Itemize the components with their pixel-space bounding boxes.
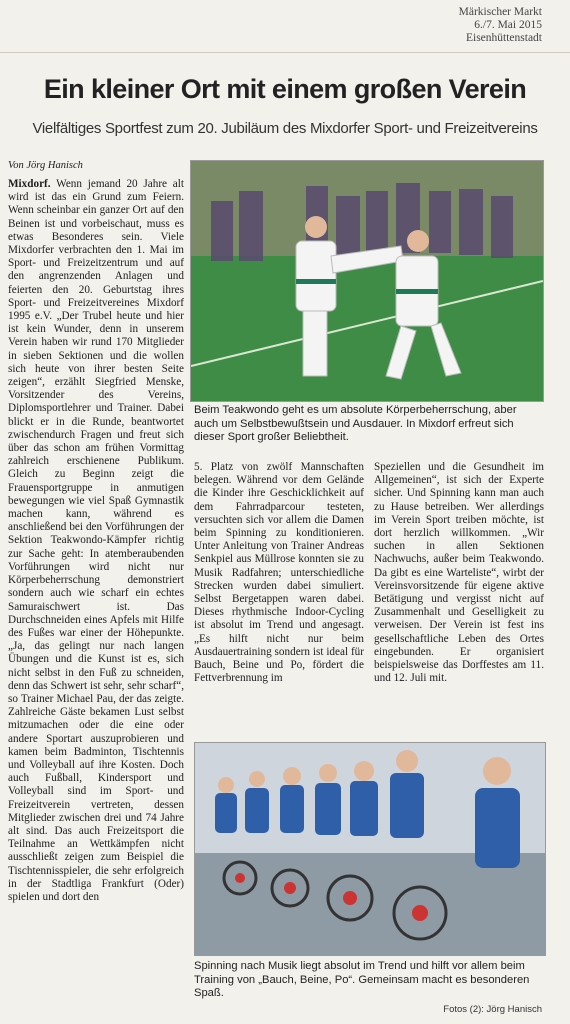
photo-credit: Fotos (2): Jörg Hanisch — [443, 1004, 542, 1015]
byline: Von Jörg Hanisch — [8, 160, 83, 171]
column-1-text: Wenn jemand 20 Jahre alt wird ist das ein Grund zum Feiern. Wenn scheinbar ein ganzer Ort auf den Beinen ist und vorbeischaut, muss es etwas Besonderes sein. Viele Mixdorfer verbrachten den 1. Mai im Sport- und Freizeitzentrum und auf den angrenzenden Anlagen und feierten den 20. Geburtstag ihres Sport- und Freizeitvereines Mixdorf 1995 e.V. „Der Trubel heute und hier ist kein Wunder, denn in unserem Verein haben wir rund 170 Mitglieder in sieben Sektionen und die wollen sich heute von ihrer besten Seite zeigen“, erzählt Siegfried Menske, Vorsitzender des Vereins, Diplomsportlehrer und Trainer. Dabei blickt er in die Runde, beantwortet zwischendurch Fragen und freut sich über das schon am frühen Vormittag zahlreich erschienene Publikum. Gleich zu Beginn zeigt die Frauensportgruppe in anmutigen bewegungen wie viel Spaß Gymnastik machen kann, während es anschließend bei den Vorführungen der Sektion Teakwondo-Kämpfer richtig zur Sache geht: In atemberaubenden Vorführungen wird nicht nur Körperbeherrschung demonstriert sondern auch wie scharf ein echtes Samuraischwert ist. Das Durchschneiden eines Apfels mit Hilfe des Fußes war einer der Höhepunkte. „Ja, das gelingt nur nach langen Übungen und die Kunst ist es, sich nicht selbst in den Fuß zu schneiden, denn das Schwert ist sehr, sehr scharf“, so Trainer Michael Pau, der das zeigte. Zahlreiche Gäste bekamen Lust selbst mitzumachen oder die eine oder andere Sportart auszuprobieren und kamen beim Badminton, Tischtennis und Volleyball auf ihre Kosten. Doch auch Fußball, Kindersport und Volleyball sind im Sport- und Freizeitverein vertreten, dessen Mitglieder zwischen drei und 74 Jahre alt sind. Das auch Freizeitsport die Teilnahme an Wettkämpfen nicht ausschließt zeigen zum Beispiel die Tischtennisspieler, die sehr erfolgreich in der Stadtliga Frankfurt (Oder) spielen und dort den — [8, 178, 184, 903]
edition-place: Eisenhüttenstadt — [465, 32, 542, 44]
dateline: Mixdorf. — [8, 178, 51, 190]
taekwondo-illustration — [191, 161, 543, 401]
spinning-illustration — [195, 743, 545, 955]
paper-name: Märkischer Markt — [458, 6, 542, 18]
taekwondo-caption: Beim Teakwondo geht es um absolute Körperbeherrschung, aber auch um Selbstbewußtsein und Ausdauer. In Mixdorf erfreut sich dieser Sport großer Beliebtheit. — [194, 404, 517, 443]
spinning-caption: Spinning nach Musik liegt absolut im Trend und hilft vor allem beim Training von „Bauch, Beine, Po“. Gemeinsam macht es besonderen Spaß. — [194, 960, 530, 999]
taekwondo-photo — [190, 160, 544, 402]
masthead — [459, 6, 542, 45]
subheadline: Vielfältiges Sportfest zum 20. Jubiläum des Mixdorfer Sport- und Freizeitvereins — [32, 120, 538, 137]
article-column-2: 5. Platz von zwölf Mannschaften belegen. Während vor dem Gelände die Kinder ihre Geschicklichkeit auf dem Fahrradparcour testeten, versuchten sich vor allem die Damen beim Spinning zu konditionieren. Unter Anleitung von Trainer Andreas Senkpiel aus Müllrose konnten sie zu Musik Radfahren; unterschiedliche Strecken wurden dabei simuliert. Selbst Bergetappen waren dabei. Dieses rhythmische Indoor-Cycling ist absolut im Trend und angesagt. „Es hilft nicht nur beim Ausdauertraining sondern ist ideal für Bauch, Beine und Po, fördert die Fettverbrennung im — [194, 461, 364, 685]
spinning-photo — [194, 742, 546, 956]
headline: Ein kleiner Ort mit einem großen Verein — [43, 74, 527, 104]
article-column-3: Speziellen und die Gesundheit im Allgemeinen“, ist sich der Experte sicher. Und Spinning kann man auch zu Hause betreiben. Wer allerdings im Verein Sport treiben möchte, ist dort herzlich willkommen. „Wir suchen in allen Sektionen Nachwuchs, außer beim Teakwondo. Da gibt es eine Warteliste“, wirbt der Vereinsvorsitzende für eigene aktive Betätigung und vergisst nicht auf Zusammenhalt und Geselligkeit zu verweisen. Der Verein ist fest ins gesellschaftliche Leben des Ortes eingebunden. Er organisiert beispielsweise das Dorffestes am 11. und 12. Juli mit. — [374, 461, 544, 685]
issue-date: 6./7. Mai 2015 — [474, 19, 542, 31]
article-column-1 — [8, 178, 184, 1024]
header-rule — [0, 52, 570, 53]
